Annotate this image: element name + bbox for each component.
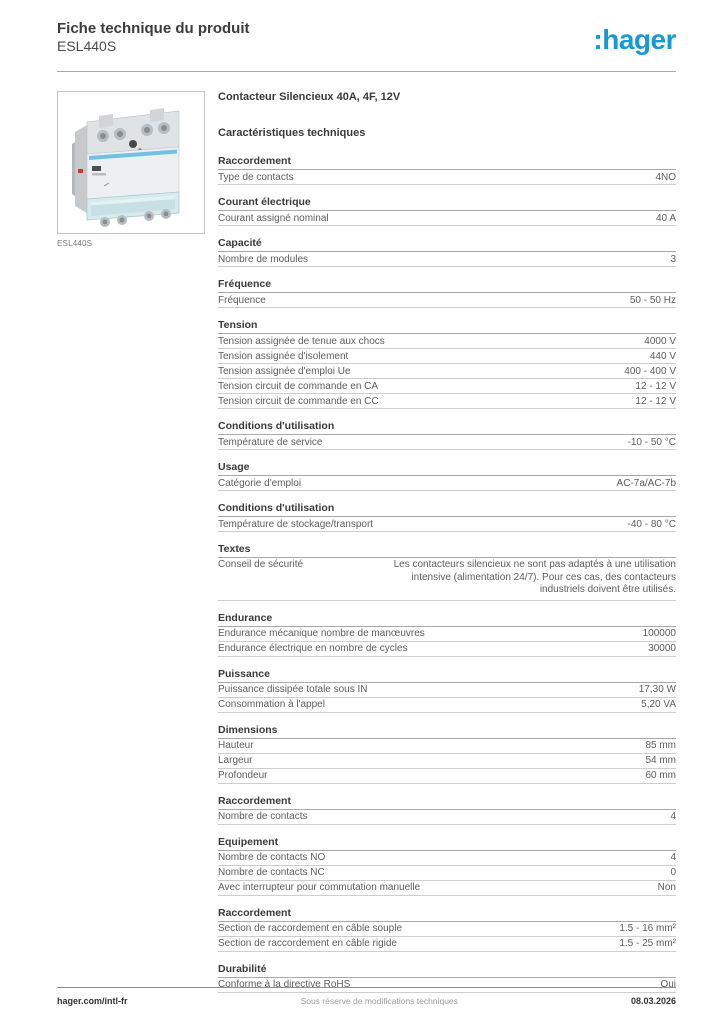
product-image-caption: ESL440S <box>57 239 93 248</box>
section-title: Raccordement <box>218 155 676 170</box>
header-divider <box>57 71 676 72</box>
hager-logo: :hager <box>593 24 676 55</box>
spec-label: Température de stockage/transport <box>218 518 374 530</box>
spec-value: 60 mm <box>645 770 676 781</box>
section-title: Raccordement <box>218 907 676 922</box>
section-title: Dimensions <box>218 724 676 739</box>
header-titles <box>57 20 250 55</box>
spec-row <box>218 698 676 713</box>
spec-section <box>218 461 676 491</box>
section-title: Raccordement <box>218 795 676 810</box>
footer-date: 08.03.2026 <box>630 996 676 1006</box>
product-name: Contacteur Silencieux 40A, 4F, 12V <box>218 91 401 103</box>
spec-label: Type de contacts <box>218 171 294 183</box>
spec-value: Non <box>657 882 676 893</box>
spec-row <box>218 627 676 642</box>
spec-section <box>218 420 676 450</box>
section-title: Courant électrique <box>218 196 676 211</box>
spec-label: Endurance électrique en nombre de cycles <box>218 643 408 654</box>
spec-row <box>218 937 676 952</box>
spec-value: 3 <box>670 253 676 265</box>
spec-value: 12 - 12 V <box>635 380 676 392</box>
spec-value: 4 <box>670 811 676 822</box>
spec-label: Nombre de contacts NO <box>218 852 326 863</box>
footer <box>57 987 676 1006</box>
spec-row <box>218 476 676 491</box>
spec-value: 50 - 50 Hz <box>629 294 676 306</box>
section-title: Usage <box>218 461 676 476</box>
section-title: Endurance <box>218 612 676 627</box>
spec-value: -10 - 50 °C <box>627 436 676 448</box>
spec-label: Profondeur <box>218 770 268 781</box>
page-title: Fiche technique du produit <box>57 20 250 37</box>
spec-label: Endurance mécanique nombre de manœuvres <box>218 628 425 639</box>
spec-section <box>218 668 676 713</box>
spec-label: Conseil de sécurité <box>218 559 304 570</box>
spec-value: 4000 V <box>644 335 676 347</box>
section-title: Durabilité <box>218 963 676 978</box>
spec-row <box>218 881 676 896</box>
spec-row <box>218 364 676 379</box>
spec-value: 12 - 12 V <box>635 395 676 407</box>
spec-value: Les contacteurs silencieux ne sont pas adaptés à une utilisation intensive (alimentation 24/7). Pour ces cas, des contacteurs industriels doivent être utilisés. <box>393 559 676 595</box>
footer-url: hager.com/intl-fr <box>57 996 128 1006</box>
spec-label: Courant assigné nominal <box>218 212 329 224</box>
spec-value: 1.5 - 25 mm² <box>619 938 676 949</box>
spec-section <box>218 502 676 532</box>
spec-row <box>218 293 676 308</box>
spec-row <box>218 435 676 450</box>
spec-section <box>218 612 676 657</box>
spec-value: 4 <box>670 852 676 863</box>
spec-row <box>218 211 676 226</box>
section-title: Tension <box>218 319 676 334</box>
spec-label: Température de service <box>218 436 323 448</box>
spec-row <box>218 739 676 754</box>
spec-section <box>218 907 676 952</box>
spec-label: Catégorie d'emploi <box>218 477 302 489</box>
spec-label: Tension circuit de commande en CA <box>218 380 379 392</box>
spec-section <box>218 795 676 825</box>
spec-value: 85 mm <box>645 740 676 751</box>
spec-row <box>218 334 676 349</box>
section-title: Conditions d'utilisation <box>218 502 676 517</box>
spec-value: Oui <box>660 979 676 990</box>
section-title: Textes <box>218 543 676 558</box>
spec-label: Avec interrupteur pour commutation manuelle <box>218 882 421 893</box>
main-content <box>57 91 676 1004</box>
spec-row <box>218 769 676 784</box>
spec-section <box>218 724 676 784</box>
spec-section <box>218 543 676 601</box>
spec-row <box>218 683 676 698</box>
section-title: Puissance <box>218 668 676 683</box>
spec-label: Nombre de contacts NC <box>218 867 325 878</box>
spec-label: Tension assignée d'emploi Ue <box>218 365 351 377</box>
spec-row <box>218 851 676 866</box>
spec-value: 1.5 - 16 mm² <box>619 923 676 934</box>
section-title: Capacité <box>218 237 676 252</box>
spec-sections <box>218 155 676 993</box>
spec-label: Largeur <box>218 755 253 766</box>
spec-value: 100000 <box>642 628 676 639</box>
spec-value: 5,20 VA <box>641 699 676 710</box>
spec-value: AC-7a/AC-7b <box>616 477 676 489</box>
product-code: ESL440S <box>57 38 117 54</box>
spec-row <box>218 810 676 825</box>
spec-section <box>218 836 676 896</box>
spec-row <box>218 922 676 937</box>
spec-row <box>218 394 676 409</box>
spec-row <box>218 379 676 394</box>
spec-value: -40 - 80 °C <box>627 518 676 530</box>
product-image <box>57 91 205 234</box>
spec-value: 440 V <box>649 350 676 362</box>
spec-value: 54 mm <box>645 755 676 766</box>
spec-row <box>218 866 676 881</box>
specs-column <box>218 91 676 1004</box>
spec-row <box>218 349 676 364</box>
spec-label: Section de raccordement en câble rigide <box>218 938 397 949</box>
spec-label: Nombre de modules <box>218 253 309 265</box>
spec-label: Fréquence <box>218 294 266 306</box>
product-image-column <box>57 91 205 1004</box>
spec-value: 400 - 400 V <box>624 365 676 377</box>
spec-section <box>218 278 676 308</box>
spec-row <box>218 558 676 601</box>
spec-label: Tension circuit de commande en CC <box>218 395 379 407</box>
section-title: Fréquence <box>218 278 676 293</box>
header <box>57 20 676 55</box>
spec-section <box>218 319 676 409</box>
spec-row <box>218 642 676 657</box>
spec-label: Hauteur <box>218 740 254 751</box>
spec-value: 4NO <box>655 171 676 183</box>
spec-label: Section de raccordement en câble souple <box>218 923 403 934</box>
spec-label: Nombre de contacts <box>218 811 308 822</box>
spec-value: 17,30 W <box>638 684 676 695</box>
spec-row <box>218 252 676 267</box>
contactor-illustration <box>58 92 204 233</box>
spec-section <box>218 196 676 226</box>
specs-heading: Caractéristiques techniques <box>218 127 366 139</box>
spec-value: 0 <box>670 867 676 878</box>
spec-row <box>218 517 676 532</box>
spec-value: 30000 <box>648 643 676 654</box>
section-title: Conditions d'utilisation <box>218 420 676 435</box>
spec-label: Tension assignée de tenue aux chocs <box>218 335 385 347</box>
section-title: Equipement <box>218 836 676 851</box>
spec-section <box>218 237 676 267</box>
spec-label: Conforme à la directive RoHS <box>218 979 351 990</box>
spec-section <box>218 155 676 185</box>
spec-label: Consommation à l'appel <box>218 699 325 710</box>
spec-row <box>218 754 676 769</box>
spec-row <box>218 170 676 185</box>
spec-label: Puissance dissipée totale sous IN <box>218 684 368 695</box>
spec-value: 40 A <box>655 212 676 224</box>
footer-disclaimer: Sous réserve de modifications techniques <box>300 996 458 1006</box>
spec-label: Tension assignée d'isolement <box>218 350 349 362</box>
